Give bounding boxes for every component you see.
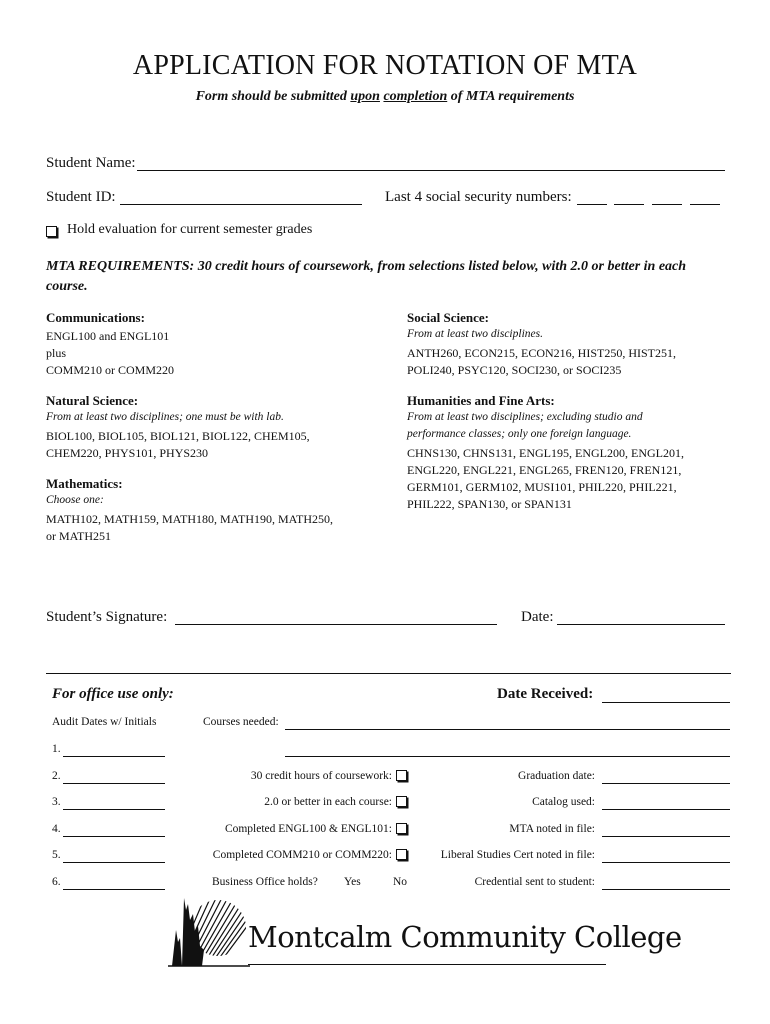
mathematics-line: MATH102, MATH159, MATH180, MATH190, MATH250, bbox=[46, 512, 334, 526]
credential-sent-label: Credential sent to student: bbox=[474, 876, 595, 888]
signature-field[interactable] bbox=[175, 624, 497, 625]
mta-noted-field[interactable] bbox=[602, 836, 730, 837]
business-holds-label: Business Office holds? bbox=[212, 876, 318, 888]
student-id-label: Student ID: bbox=[46, 189, 116, 205]
mta-noted-label: MTA noted in file: bbox=[509, 823, 595, 835]
credit-hours-checkbox[interactable] bbox=[396, 770, 407, 781]
hold-evaluation-checkbox[interactable] bbox=[46, 226, 57, 237]
mathematics-note: Choose one: bbox=[46, 494, 104, 506]
gpa-check-label: 2.0 or better in each course: bbox=[264, 796, 392, 808]
graduation-date-field[interactable] bbox=[602, 783, 730, 784]
liberal-studies-label: Liberal Studies Cert noted in file: bbox=[440, 849, 595, 861]
engl-check-label: Completed ENGL100 & ENGL101: bbox=[224, 823, 392, 835]
ssn-digit-4-field[interactable] bbox=[690, 204, 720, 205]
communications-line: plus bbox=[46, 346, 67, 360]
social-science-title: Social Science: bbox=[407, 310, 489, 325]
date-received-label: Date Received: bbox=[497, 686, 594, 702]
signature-date-label: Date: bbox=[521, 609, 554, 625]
office-divider bbox=[46, 673, 731, 674]
audit-date-2-field[interactable] bbox=[63, 783, 165, 784]
humanities-line: CHNS130, CHNS131, ENGL195, ENGL200, ENGL201, bbox=[407, 446, 684, 460]
tree-sunburst-logo-icon bbox=[168, 890, 250, 968]
communications-line: ENGL100 and ENGL101 bbox=[46, 329, 170, 343]
audit-row-number: 2. bbox=[52, 770, 61, 782]
comm-checkbox[interactable] bbox=[396, 849, 407, 860]
audit-row-number: 4. bbox=[52, 823, 61, 835]
ssn-digit-2-field[interactable] bbox=[614, 204, 644, 205]
social-science-line: ANTH260, ECON215, ECON216, HIST250, HIST251, bbox=[407, 346, 676, 360]
audit-row-number: 1. bbox=[52, 743, 61, 755]
ssn-label: Last 4 social security numbers: bbox=[385, 189, 572, 205]
audit-date-5-field[interactable] bbox=[63, 862, 165, 863]
student-id-field[interactable] bbox=[120, 204, 362, 205]
college-name: Montcalm Community College bbox=[248, 920, 682, 954]
date-received-field[interactable] bbox=[602, 702, 730, 703]
audit-row-number: 3. bbox=[52, 796, 61, 808]
mta-requirements-heading: MTA REQUIREMENTS: 30 credit hours of coursework, from selections listed below, with 2.0 or better in each course. bbox=[46, 259, 687, 294]
audit-date-6-field[interactable] bbox=[63, 889, 165, 890]
catalog-used-label: Catalog used: bbox=[532, 796, 595, 808]
humanities-line: PHIL222, SPAN130, or SPAN131 bbox=[407, 497, 572, 511]
form-subtitle: Form should be submitted upon completion of MTA requirements bbox=[195, 89, 575, 104]
audit-row-number: 6. bbox=[52, 876, 61, 888]
social-science-line: POLI240, PSYC120, SOCI230, or SOCI235 bbox=[407, 363, 622, 377]
credential-sent-field[interactable] bbox=[602, 889, 730, 890]
ssn-digit-1-field[interactable] bbox=[577, 204, 607, 205]
humanities-note: performance classes; only one foreign language. bbox=[407, 428, 632, 440]
natural-science-title: Natural Science: bbox=[46, 393, 139, 408]
business-holds-no[interactable]: No bbox=[393, 876, 408, 888]
gpa-checkbox[interactable] bbox=[396, 796, 407, 807]
business-holds-yes[interactable]: Yes bbox=[344, 876, 361, 888]
communications-line: COMM210 or COMM220 bbox=[46, 363, 175, 377]
natural-science-line: CHEM220, PHYS101, PHYS230 bbox=[46, 446, 209, 460]
audit-date-4-field[interactable] bbox=[63, 836, 165, 837]
humanities-title: Humanities and Fine Arts: bbox=[407, 393, 555, 408]
audit-date-3-field[interactable] bbox=[63, 809, 165, 810]
audit-row-number: 5. bbox=[52, 849, 61, 861]
courses-needed-label: Courses needed: bbox=[203, 716, 279, 728]
ssn-digit-3-field[interactable] bbox=[652, 204, 682, 205]
humanities-note: From at least two disciplines; excluding studio and bbox=[407, 411, 643, 423]
signature-date-field[interactable] bbox=[557, 624, 725, 625]
student-name-field[interactable] bbox=[137, 170, 725, 171]
logo-underline bbox=[248, 964, 606, 965]
credit-hours-check-label: 30 credit hours of coursework: bbox=[250, 770, 392, 782]
mathematics-title: Mathematics: bbox=[46, 476, 123, 491]
office-use-heading: For office use only: bbox=[52, 686, 174, 702]
hold-evaluation-label: Hold evaluation for current semester grades bbox=[67, 222, 313, 237]
social-science-note: From at least two disciplines. bbox=[407, 328, 543, 340]
engl-checkbox[interactable] bbox=[396, 823, 407, 834]
mathematics-line: or MATH251 bbox=[46, 529, 111, 543]
humanities-line: GERM101, GERM102, MUSI101, PHIL220, PHIL221, bbox=[407, 480, 677, 494]
audit-date-1-field[interactable] bbox=[63, 756, 165, 757]
audit-dates-label: Audit Dates w/ Initials bbox=[52, 716, 157, 728]
courses-needed-field-2[interactable] bbox=[285, 756, 730, 757]
signature-label: Student’s Signature: bbox=[46, 609, 168, 625]
comm-check-label: Completed COMM210 or COMM220: bbox=[212, 849, 392, 861]
humanities-line: ENGL220, ENGL221, ENGL265, FREN120, FREN121, bbox=[407, 463, 682, 477]
natural-science-line: BIOL100, BIOL105, BIOL121, BIOL122, CHEM105, bbox=[46, 429, 310, 443]
communications-title: Communications: bbox=[46, 310, 145, 325]
catalog-used-field[interactable] bbox=[602, 809, 730, 810]
courses-needed-field[interactable] bbox=[285, 729, 730, 730]
form-title: APPLICATION FOR NOTATION OF MTA bbox=[132, 50, 638, 81]
liberal-studies-field[interactable] bbox=[602, 862, 730, 863]
graduation-date-label: Graduation date: bbox=[518, 770, 595, 782]
natural-science-note: From at least two disciplines; one must be with lab. bbox=[46, 411, 284, 423]
college-logo bbox=[168, 890, 682, 970]
student-name-label: Student Name: bbox=[46, 155, 136, 171]
